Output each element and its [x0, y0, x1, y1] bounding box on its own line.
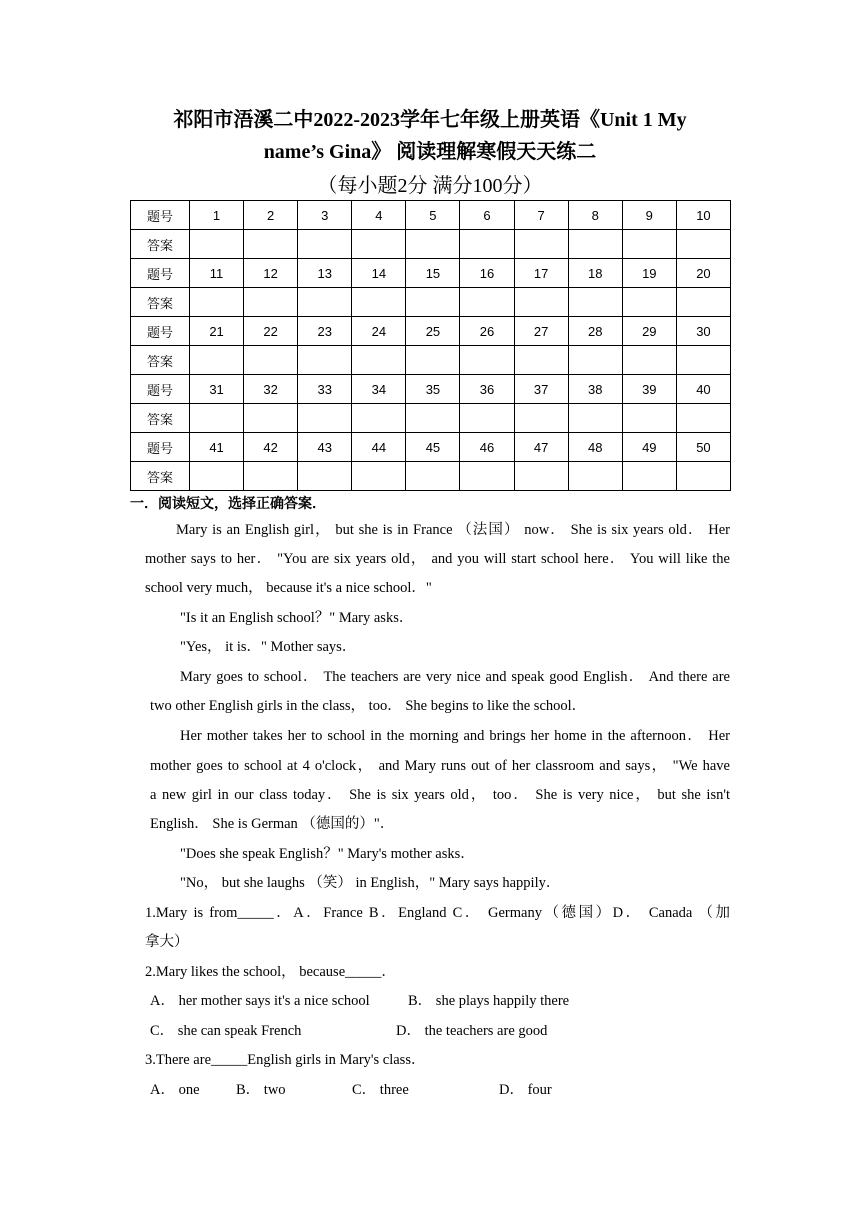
question-number-cell: 43: [298, 433, 352, 462]
question-number-label: 题号: [131, 259, 190, 288]
question-number-cell: 6: [460, 201, 514, 230]
answer-label: 答案: [131, 288, 190, 317]
question-2-stem: 2.Mary likes the school， because_____．: [145, 964, 396, 980]
answer-cell[interactable]: [190, 346, 244, 375]
answer-cell[interactable]: [406, 288, 460, 317]
document-title-line-2: name’s Gina》 阅读理解寒假天天练二: [263, 141, 597, 163]
answer-cell[interactable]: [244, 288, 298, 317]
question-number-cell: 3: [298, 201, 352, 230]
question-number-row: [131, 201, 731, 230]
question-number-cell: 13: [298, 259, 352, 288]
passage-line: "Yes， it is．" Mother says．: [180, 639, 357, 655]
question-3-option-d: D． four: [499, 1082, 552, 1098]
question-number-cell: 5: [406, 201, 460, 230]
question-number-cell: 48: [568, 433, 622, 462]
answer-cell[interactable]: [568, 288, 622, 317]
passage-line: school very much， because it's a nice school．": [145, 580, 432, 596]
question-3-option-c: C． three: [352, 1082, 409, 1098]
answer-cell[interactable]: [622, 230, 676, 259]
question-number-cell: 28: [568, 317, 622, 346]
answer-cell[interactable]: [568, 462, 622, 491]
question-number-cell: 36: [460, 375, 514, 404]
answer-cell[interactable]: [190, 230, 244, 259]
answer-cell[interactable]: [352, 230, 406, 259]
passage-line: a new girl in our class today． She is six years old， too． She is very nice， but she isn't: [150, 787, 730, 803]
question-number-cell: 15: [406, 259, 460, 288]
question-number-cell: 19: [622, 259, 676, 288]
question-number-cell: 35: [406, 375, 460, 404]
answer-cell[interactable]: [622, 462, 676, 491]
question-number-cell: 25: [406, 317, 460, 346]
answer-cell[interactable]: [514, 462, 568, 491]
question-number-cell: 34: [352, 375, 406, 404]
score-note: （每小题2分 满分100分）: [317, 175, 543, 197]
answer-cell[interactable]: [514, 346, 568, 375]
question-number-cell: 30: [676, 317, 730, 346]
question-number-cell: 21: [190, 317, 244, 346]
question-number-cell: 50: [676, 433, 730, 462]
answer-row: [131, 462, 731, 491]
passage-line: mother says to her． "You are six years old， and you will start school here． You will like the: [145, 551, 730, 567]
answer-cell[interactable]: [352, 462, 406, 491]
answer-cell[interactable]: [460, 346, 514, 375]
question-number-cell: 8: [568, 201, 622, 230]
answer-row: [131, 346, 731, 375]
answer-cell[interactable]: [352, 346, 406, 375]
question-number-cell: 41: [190, 433, 244, 462]
question-number-cell: 23: [298, 317, 352, 346]
answer-cell[interactable]: [190, 404, 244, 433]
question-number-cell: 42: [244, 433, 298, 462]
answer-cell[interactable]: [514, 288, 568, 317]
question-number-row: [131, 433, 731, 462]
passage-line: "Is it an English school？" Mary asks．: [180, 610, 414, 626]
answer-cell[interactable]: [676, 288, 730, 317]
question-number-cell: 14: [352, 259, 406, 288]
answer-cell[interactable]: [406, 404, 460, 433]
answer-cell[interactable]: [676, 462, 730, 491]
answer-cell[interactable]: [298, 404, 352, 433]
question-number-cell: 29: [622, 317, 676, 346]
question-number-row: [131, 375, 731, 404]
answer-cell[interactable]: [298, 346, 352, 375]
answer-cell[interactable]: [622, 288, 676, 317]
answer-cell[interactable]: [406, 230, 460, 259]
answer-cell[interactable]: [460, 288, 514, 317]
answer-cell[interactable]: [622, 346, 676, 375]
question-number-cell: 7: [514, 201, 568, 230]
question-number-cell: 1: [190, 201, 244, 230]
answer-cell[interactable]: [406, 462, 460, 491]
question-number-label: 题号: [131, 375, 190, 404]
answer-cell[interactable]: [568, 404, 622, 433]
question-number-cell: 16: [460, 259, 514, 288]
passage-line: "Does she speak English？" Mary's mother asks．: [180, 846, 475, 862]
question-number-row: [131, 259, 731, 288]
passage-line: Mary goes to school． The teachers are very nice and speak good English． And there are: [180, 669, 730, 685]
question-number-cell: 33: [298, 375, 352, 404]
question-number-label: 题号: [131, 201, 190, 230]
answer-label: 答案: [131, 462, 190, 491]
question-number-cell: 9: [622, 201, 676, 230]
passage-line: two other English girls in the class， too． She begins to like the school．: [150, 698, 587, 714]
question-number-label: 题号: [131, 433, 190, 462]
answer-cell[interactable]: [676, 346, 730, 375]
question-number-cell: 10: [676, 201, 730, 230]
question-2-option-b: B． she plays happily there: [408, 993, 570, 1009]
section-heading: 一．阅读短文，选择正确答案．: [130, 496, 326, 512]
question-number-cell: 45: [406, 433, 460, 462]
answer-cell[interactable]: [514, 230, 568, 259]
answer-cell[interactable]: [298, 230, 352, 259]
answer-cell[interactable]: [676, 230, 730, 259]
question-number-cell: 12: [244, 259, 298, 288]
answer-cell[interactable]: [244, 404, 298, 433]
answer-cell[interactable]: [244, 346, 298, 375]
question-number-cell: 18: [568, 259, 622, 288]
question-number-label: 题号: [131, 317, 190, 346]
question-3-stem: 3.There are_____English girls in Mary's class．: [145, 1052, 426, 1068]
question-number-cell: 46: [460, 433, 514, 462]
question-number-cell: 17: [514, 259, 568, 288]
question-2-option-d: D． the teachers are good: [396, 1023, 548, 1039]
answer-cell[interactable]: [460, 404, 514, 433]
answer-cell[interactable]: [514, 404, 568, 433]
question-number-cell: 4: [352, 201, 406, 230]
answer-cell[interactable]: [460, 462, 514, 491]
question-number-cell: 49: [622, 433, 676, 462]
answer-cell[interactable]: [190, 462, 244, 491]
answer-cell[interactable]: [244, 462, 298, 491]
answer-cell[interactable]: [406, 346, 460, 375]
answer-sheet-table: [130, 200, 731, 491]
question-2-option-a: A． her mother says it's a nice school: [150, 993, 370, 1009]
answer-cell[interactable]: [190, 288, 244, 317]
question-number-cell: 11: [190, 259, 244, 288]
answer-cell[interactable]: [568, 346, 622, 375]
question-2-option-c: C． she can speak French: [150, 1023, 302, 1039]
answer-label: 答案: [131, 404, 190, 433]
question-3-option-b: B． two: [236, 1082, 286, 1098]
answer-cell[interactable]: [568, 230, 622, 259]
answer-row: [131, 230, 731, 259]
question-number-cell: 26: [460, 317, 514, 346]
question-number-cell: 2: [244, 201, 298, 230]
answer-cell[interactable]: [298, 462, 352, 491]
question-1: 1.Mary is from_____．A．France B．England C． Germany（德国）D． Canada （加: [145, 905, 730, 921]
document-title-line-1: 祁阳市浯溪二中2022-2023学年七年级上册英语《Unit 1 My: [173, 109, 687, 131]
answer-row: [131, 404, 731, 433]
question-number-cell: 39: [622, 375, 676, 404]
question-number-cell: 27: [514, 317, 568, 346]
answer-cell[interactable]: [352, 404, 406, 433]
question-number-cell: 44: [352, 433, 406, 462]
answer-row: [131, 288, 731, 317]
question-number-cell: 31: [190, 375, 244, 404]
answer-cell[interactable]: [460, 230, 514, 259]
answer-cell[interactable]: [622, 404, 676, 433]
answer-cell[interactable]: [244, 230, 298, 259]
question-number-cell: 22: [244, 317, 298, 346]
question-number-cell: 20: [676, 259, 730, 288]
question-number-cell: 40: [676, 375, 730, 404]
answer-cell[interactable]: [352, 288, 406, 317]
question-1-continued: 拿大）: [145, 934, 189, 950]
passage-line: English． She is German （德国的）"．: [150, 816, 395, 832]
question-number-cell: 37: [514, 375, 568, 404]
passage-line: Her mother takes her to school in the morning and brings her home in the afternoon． Her: [180, 728, 730, 744]
answer-cell[interactable]: [298, 288, 352, 317]
passage-line: "No， but she laughs （笑） in English，" Mary says happily．: [180, 875, 561, 891]
question-number-cell: 38: [568, 375, 622, 404]
question-number-cell: 32: [244, 375, 298, 404]
passage-line: Mary is an English girl， but she is in France （法国） now． She is six years old． Her: [176, 522, 730, 538]
question-number-cell: 47: [514, 433, 568, 462]
question-number-row: [131, 317, 731, 346]
question-3-option-a: A． one: [150, 1082, 200, 1098]
answer-cell[interactable]: [676, 404, 730, 433]
answer-label: 答案: [131, 346, 190, 375]
passage-line: mother goes to school at 4 o'clock， and Mary runs out of her classroom and says， "We have: [150, 758, 730, 774]
answer-label: 答案: [131, 230, 190, 259]
question-number-cell: 24: [352, 317, 406, 346]
